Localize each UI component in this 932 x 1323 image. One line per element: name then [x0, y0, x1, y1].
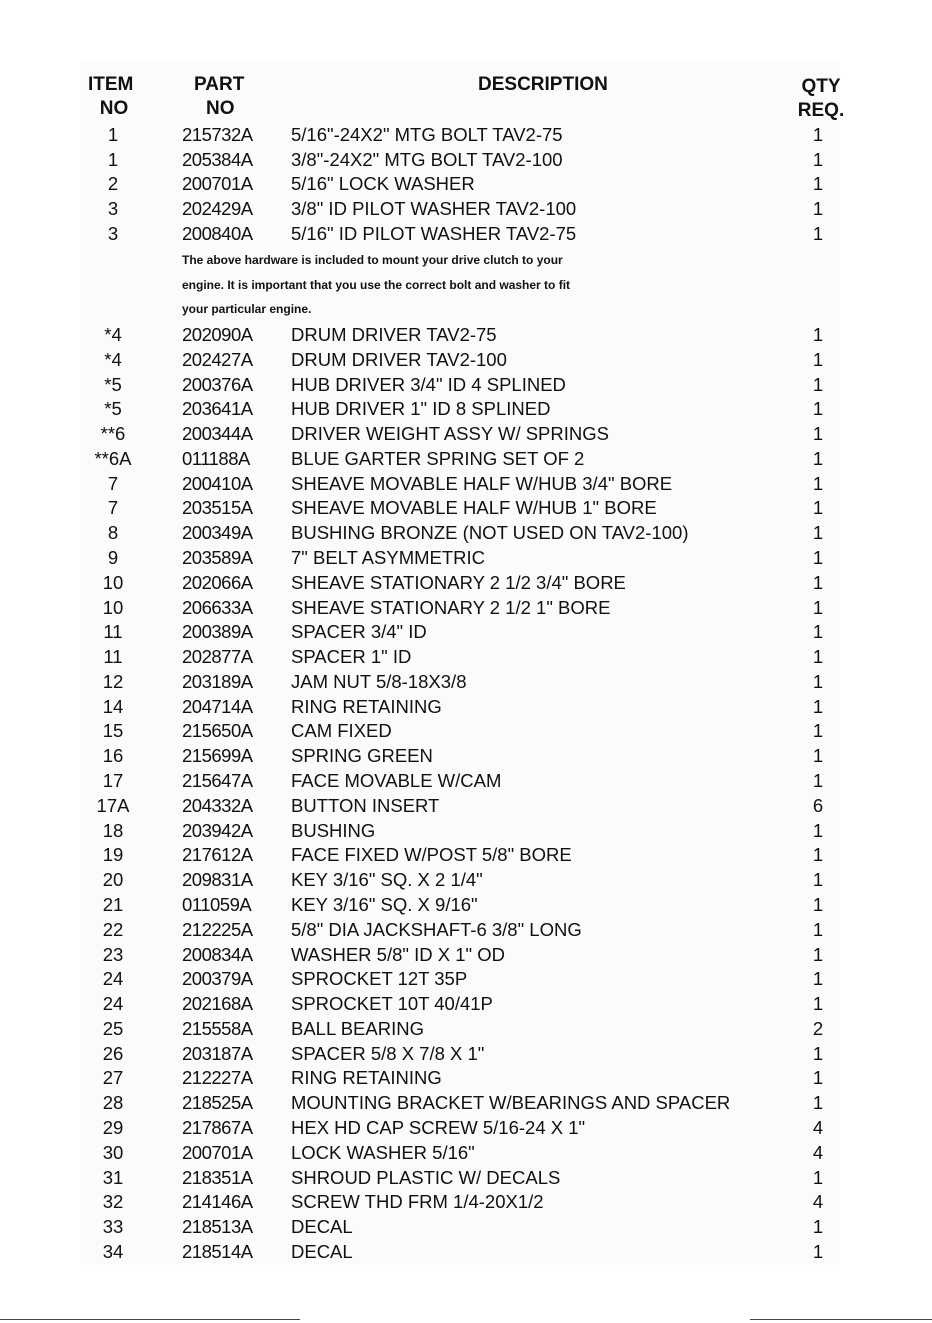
table-row — [0, 669, 932, 694]
description-cell: JAM NUT 5/8-18X3/8 — [291, 670, 467, 692]
part-no-cell: 202429A — [182, 198, 253, 220]
qty-cell: 6 — [812, 794, 824, 816]
part-no-cell: 209831A — [182, 869, 253, 891]
part-no-cell: 202427A — [182, 348, 253, 370]
table-row — [0, 991, 932, 1016]
part-no-cell: 200349A — [182, 522, 253, 544]
table-row — [0, 694, 932, 719]
item-no-cell: 32 — [102, 1191, 124, 1213]
item-no-cell: 7 — [107, 472, 119, 494]
qty-cell: 1 — [812, 547, 824, 569]
qty-cell: 1 — [812, 423, 824, 445]
qty-cell: 1 — [812, 943, 824, 965]
qty-cell: 1 — [812, 1216, 824, 1238]
description-cell: SPROCKET 12T 35P — [291, 968, 468, 990]
table-row — [0, 570, 932, 595]
qty-cell: 1 — [812, 173, 824, 195]
item-no-cell: **6A — [94, 447, 132, 469]
item-no-cell: 2 — [107, 173, 119, 195]
description-cell: BLUE GARTER SPRING SET OF 2 — [291, 447, 585, 469]
table-row — [0, 421, 932, 446]
description-cell: FACE MOVABLE W/CAM — [291, 770, 502, 792]
scan-edge-line-right — [750, 1319, 932, 1320]
table-row — [0, 372, 932, 397]
qty-cell: 1 — [812, 522, 824, 544]
part-no-cell: 200834A — [182, 943, 253, 965]
table-row — [0, 867, 932, 892]
table-row — [0, 396, 932, 421]
table-row — [0, 718, 932, 743]
part-no-cell: 205384A — [182, 148, 253, 170]
item-no-cell: 10 — [102, 571, 124, 593]
part-no-cell: 217867A — [182, 1116, 253, 1138]
table-row — [0, 793, 932, 818]
note-line: your particular engine. — [182, 302, 312, 316]
qty-header-line1: QTY — [801, 76, 841, 97]
item-no-cell: 26 — [102, 1042, 124, 1064]
qty-cell: 2 — [812, 1017, 824, 1039]
item-no-cell: 16 — [102, 745, 124, 767]
part-no-cell: 203641A — [182, 398, 253, 420]
description-cell: BUSHING — [291, 819, 376, 841]
qty-cell: 1 — [812, 745, 824, 767]
part-no-cell: 212227A — [182, 1067, 253, 1089]
description-cell: SCREW THD FRM 1/4-20X1/2 — [291, 1191, 544, 1213]
item-no-cell: 29 — [102, 1116, 124, 1138]
qty-cell: 1 — [812, 1240, 824, 1262]
item-no-cell: 8 — [107, 522, 119, 544]
description-cell: SPACER 5/8 X 7/8 X 1" — [291, 1042, 485, 1064]
part-no-cell: 202066A — [182, 571, 253, 593]
part-no-cell: 203515A — [182, 497, 253, 519]
description-cell: LOCK WASHER 5/16" — [291, 1141, 475, 1163]
part-no-cell: 200344A — [182, 423, 253, 445]
qty-cell: 4 — [812, 1116, 824, 1138]
item-no-cell: 24 — [102, 968, 124, 990]
part-no-cell: 202168A — [182, 993, 253, 1015]
table-row — [0, 322, 932, 347]
qty-cell: 1 — [812, 720, 824, 742]
part-no-cell: 203589A — [182, 547, 253, 569]
description-cell: DRUM DRIVER TAV2-100 — [291, 348, 507, 370]
description-cell: DRIVER WEIGHT ASSY W/ SPRINGS — [291, 423, 609, 445]
item-no-cell: 33 — [102, 1216, 124, 1238]
table-row — [0, 768, 932, 793]
part-no-cell: 011059A — [182, 893, 252, 915]
table-row — [0, 495, 932, 520]
item-no-cell: 15 — [102, 720, 124, 742]
item-no-cell: 22 — [102, 918, 124, 940]
description-cell: 3/8"-24X2" MTG BOLT TAV2-100 — [291, 148, 563, 170]
qty-cell: 1 — [812, 993, 824, 1015]
part-no-cell: 200376A — [182, 373, 253, 395]
item-no-cell: **6 — [100, 423, 126, 445]
table-row — [0, 196, 932, 221]
part-no-cell: 218525A — [182, 1092, 253, 1114]
part-no-cell: 200840A — [182, 222, 253, 244]
table-row — [0, 842, 932, 867]
item-no-cell: *4 — [104, 348, 122, 370]
qty-cell: 1 — [812, 497, 824, 519]
table-row — [0, 1214, 932, 1239]
description-cell: CAM FIXED — [291, 720, 392, 742]
description-cell: 5/16"-24X2" MTG BOLT TAV2-75 — [291, 124, 563, 145]
qty-cell: 1 — [812, 373, 824, 395]
part-no-header — [194, 73, 244, 121]
item-no-cell: 18 — [102, 819, 124, 841]
item-header-line2: NO — [99, 98, 129, 119]
description-cell: MOUNTING BRACKET W/BEARINGS AND SPACER — [291, 1092, 731, 1114]
description-cell: KEY 3/16" SQ. X 9/16" — [291, 893, 478, 915]
item-no-cell: 11 — [103, 621, 123, 643]
part-no-cell: 215732A — [182, 124, 253, 145]
qty-cell: 1 — [812, 893, 824, 915]
description-cell: DECAL — [291, 1240, 353, 1262]
qty-cell: 1 — [812, 819, 824, 841]
part-no-cell: 202090A — [182, 324, 253, 345]
description-cell: RING RETAINING — [291, 1067, 442, 1089]
table-row — [0, 446, 932, 471]
description-cell: SHEAVE STATIONARY 2 1/2 1" BORE — [291, 596, 611, 618]
part-no-cell: 200410A — [182, 472, 253, 494]
description-cell: BUTTON INSERT — [291, 794, 440, 816]
item-no-cell: 30 — [102, 1141, 124, 1163]
part-no-cell: 218351A — [182, 1166, 253, 1188]
part-header-line1: PART — [194, 74, 245, 95]
table-row — [0, 892, 932, 917]
part-no-cell: 200379A — [182, 968, 253, 990]
qty-cell: 1 — [812, 1042, 824, 1064]
qty-cell: 1 — [812, 646, 824, 668]
qty-cell: 1 — [812, 770, 824, 792]
note-line: engine. It is important that you use the correct bolt and washer to fit — [182, 277, 571, 292]
description-cell: KEY 3/16" SQ. X 2 1/4" — [291, 869, 483, 891]
part-no-cell: 212225A — [182, 918, 253, 940]
table-row — [0, 147, 932, 172]
item-no-cell: *5 — [104, 373, 122, 395]
table-row — [0, 644, 932, 669]
part-no-cell: 215650A — [182, 720, 253, 742]
item-no-cell: 11 — [103, 646, 123, 668]
table-row — [0, 545, 932, 570]
part-no-cell: 206633A — [182, 596, 253, 618]
description-cell: BALL BEARING — [291, 1017, 424, 1039]
table-row — [0, 966, 932, 991]
description-cell: SHEAVE STATIONARY 2 1/2 3/4" BORE — [291, 571, 626, 593]
table-row — [0, 1165, 932, 1190]
item-no-cell: 1 — [107, 148, 119, 170]
qty-cell: 1 — [812, 869, 824, 891]
table-row — [0, 595, 932, 620]
part-no-cell: 200701A — [182, 1141, 253, 1163]
part-no-cell: 203942A — [182, 819, 253, 841]
item-no-cell: 10 — [102, 596, 124, 618]
qty-header-line2: REQ. — [797, 100, 845, 121]
note-line: The above hardware is included to mount your drive clutch to your — [182, 253, 563, 267]
item-no-cell: 34 — [102, 1240, 124, 1262]
part-no-cell: 218513A — [182, 1216, 253, 1238]
description-cell: 5/16" ID PILOT WASHER TAV2-75 — [291, 222, 577, 244]
item-no-cell: *4 — [104, 324, 122, 345]
table-row — [0, 1065, 932, 1090]
part-no-cell: 011188A — [182, 447, 250, 469]
description-cell: 5/8" DIA JACKSHAFT-6 3/8" LONG — [291, 918, 582, 940]
part-no-cell: 215647A — [182, 770, 253, 792]
description-cell: HUB DRIVER 1" ID 8 SPLINED — [291, 398, 551, 420]
item-no-cell: 28 — [102, 1092, 124, 1114]
table-row — [0, 520, 932, 545]
qty-cell: 1 — [812, 348, 824, 370]
part-no-cell: 204714A — [182, 695, 253, 717]
description-cell: DECAL — [291, 1216, 353, 1238]
part-no-cell: 200701A — [182, 173, 253, 195]
item-no-header — [88, 73, 140, 121]
description-cell: HEX HD CAP SCREW 5/16-24 X 1" — [291, 1116, 586, 1138]
item-no-cell: 17A — [96, 794, 130, 816]
description-cell: RING RETAINING — [291, 695, 442, 717]
qty-header — [790, 75, 852, 123]
description-cell: FACE FIXED W/POST 5/8" BORE — [291, 844, 572, 866]
qty-cell: 4 — [812, 1191, 824, 1213]
scan-edge-line-left — [0, 1319, 300, 1320]
table-row — [0, 743, 932, 768]
description-cell: SPROCKET 10T 40/41P — [291, 993, 493, 1015]
qty-cell: 1 — [812, 571, 824, 593]
description-cell: SHEAVE MOVABLE HALF W/HUB 3/4" BORE — [291, 472, 673, 494]
qty-cell: 1 — [812, 447, 824, 469]
qty-cell: 1 — [812, 1067, 824, 1089]
table-row — [0, 171, 932, 196]
description-cell: SHROUD PLASTIC W/ DECALS — [291, 1166, 561, 1188]
table-row — [0, 1041, 932, 1066]
qty-cell: 1 — [812, 968, 824, 990]
table-row — [0, 1115, 932, 1140]
qty-cell: 1 — [812, 1166, 824, 1188]
item-no-cell: 19 — [102, 844, 124, 866]
item-no-cell: 3 — [107, 198, 119, 220]
table-row — [0, 471, 932, 496]
part-no-cell: 215699A — [182, 745, 253, 767]
description-cell: SPACER 3/4" ID — [291, 621, 427, 643]
qty-cell: 1 — [812, 1092, 824, 1114]
item-no-cell: 24 — [102, 993, 124, 1015]
table-row — [0, 942, 932, 967]
part-header-line2: NO — [206, 98, 235, 119]
table-row — [0, 917, 932, 942]
qty-cell: 4 — [812, 1141, 824, 1163]
item-no-cell: 25 — [102, 1017, 124, 1039]
item-no-cell: *5 — [104, 398, 122, 420]
item-no-cell: 21 — [102, 893, 124, 915]
description-cell: SHEAVE MOVABLE HALF W/HUB 1" BORE — [291, 497, 657, 519]
item-no-cell: 7 — [107, 497, 119, 519]
qty-cell: 1 — [812, 472, 824, 494]
qty-cell: 1 — [812, 124, 824, 145]
table-row — [0, 1090, 932, 1115]
part-no-cell: 217612A — [182, 844, 253, 866]
item-no-cell: 17 — [102, 770, 124, 792]
table-row — [0, 818, 932, 843]
table-row — [0, 347, 932, 372]
qty-cell: 1 — [812, 918, 824, 940]
description-cell: HUB DRIVER 3/4" ID 4 SPLINED — [291, 373, 566, 395]
table-row — [0, 1189, 932, 1214]
description-cell: DRUM DRIVER TAV2-75 — [291, 324, 497, 345]
item-no-cell: 1 — [107, 124, 119, 145]
item-no-cell: 23 — [102, 943, 124, 965]
part-no-cell: 215558A — [182, 1017, 253, 1039]
table-row — [0, 221, 932, 246]
item-no-cell: 20 — [102, 869, 124, 891]
qty-cell: 1 — [812, 198, 824, 220]
table-row — [0, 1016, 932, 1041]
description-cell: 7" BELT ASYMMETRIC — [291, 547, 486, 569]
item-no-cell: 14 — [102, 695, 124, 717]
part-no-cell: 203187A — [182, 1042, 253, 1064]
table-row — [0, 619, 932, 644]
qty-cell: 1 — [812, 324, 824, 345]
part-no-cell: 214146A — [182, 1191, 253, 1213]
description-cell: WASHER 5/8" ID X 1" OD — [291, 943, 505, 965]
item-no-cell: 12 — [102, 670, 124, 692]
part-no-cell: 218514A — [182, 1240, 253, 1262]
qty-cell: 1 — [812, 670, 824, 692]
part-no-cell: 200389A — [182, 621, 253, 643]
item-header-line1: ITEM — [88, 74, 134, 95]
item-no-cell: 31 — [102, 1166, 124, 1188]
qty-cell: 1 — [812, 596, 824, 618]
qty-cell: 1 — [812, 222, 824, 244]
description-cell: SPRING GREEN — [291, 745, 433, 767]
description-header: DESCRIPTION — [478, 74, 608, 95]
description-cell: 5/16" LOCK WASHER — [291, 173, 475, 195]
description-cell: SPACER 1" ID — [291, 646, 412, 668]
part-no-cell: 202877A — [182, 646, 253, 668]
qty-cell: 1 — [812, 398, 824, 420]
qty-cell: 1 — [812, 621, 824, 643]
part-no-cell: 204332A — [182, 794, 253, 816]
part-no-cell: 203189A — [182, 670, 253, 692]
qty-cell: 1 — [812, 844, 824, 866]
description-cell: 3/8" ID PILOT WASHER TAV2-100 — [291, 198, 577, 220]
table-row — [0, 1239, 932, 1264]
description-cell: BUSHING BRONZE (NOT USED ON TAV2-100) — [291, 522, 689, 544]
qty-cell: 1 — [812, 148, 824, 170]
item-no-cell: 9 — [107, 547, 119, 569]
qty-cell: 1 — [812, 695, 824, 717]
table-row — [0, 122, 932, 147]
item-no-cell: 3 — [107, 222, 119, 244]
item-no-cell: 27 — [102, 1067, 124, 1089]
table-row — [0, 1140, 932, 1165]
